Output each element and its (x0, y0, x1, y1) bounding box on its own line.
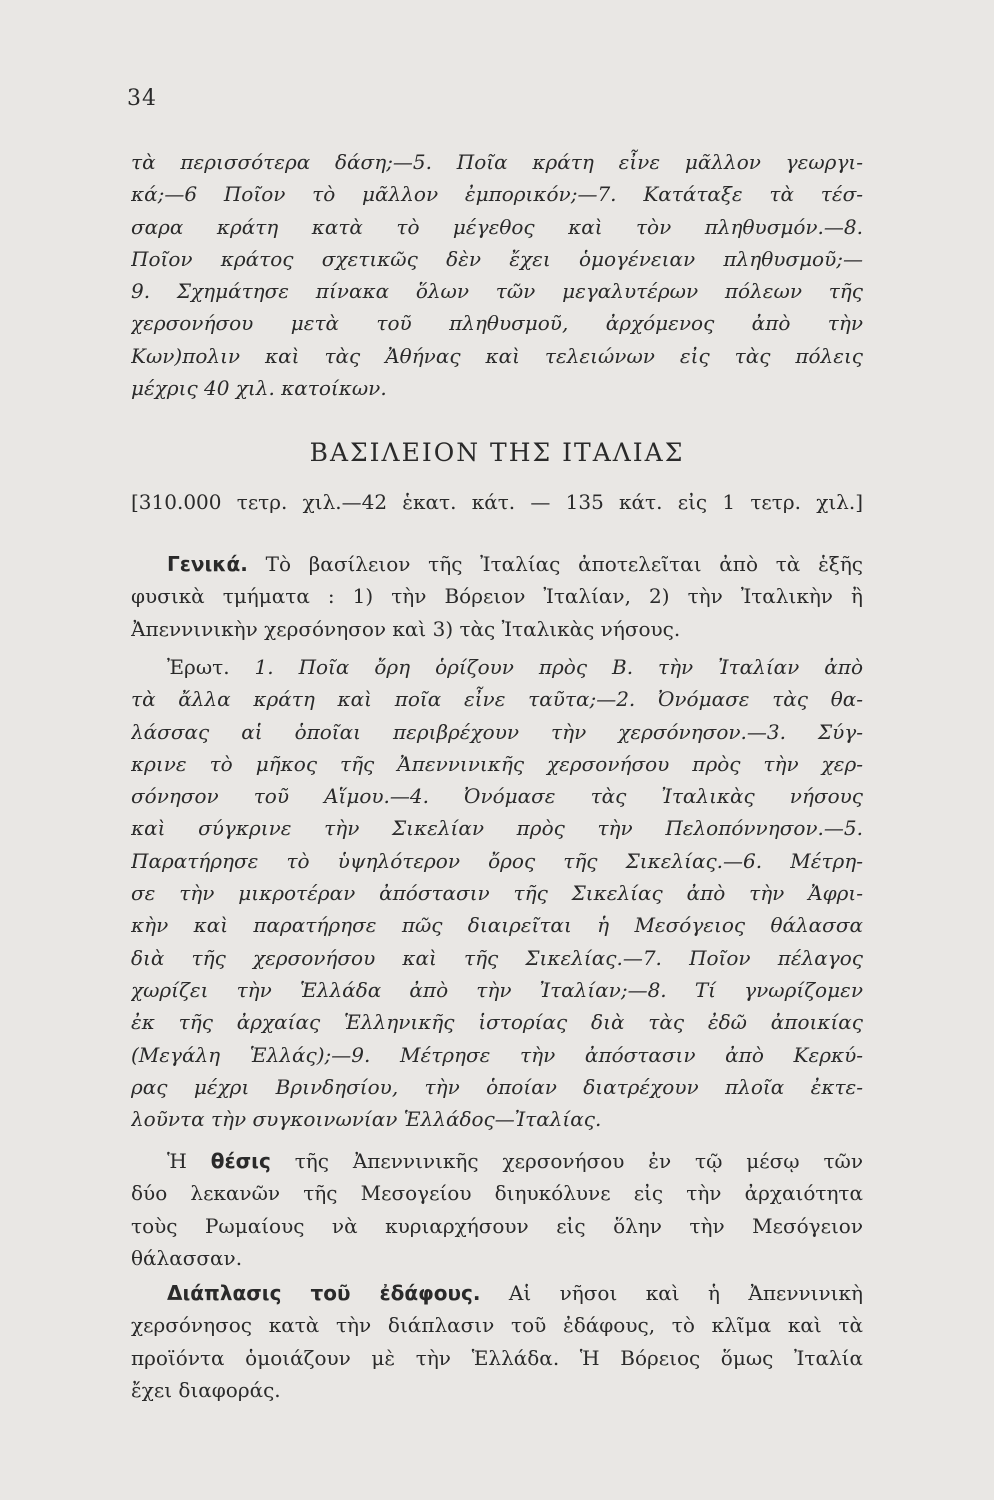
questions-line-text: 1. Ποῖα ὄρη ὁρίζουν πρὸς Β. τὴν Ἰταλίαν ἀπὸ (254, 655, 863, 679)
text-line: σε τὴν μικροτέραν ἀπόστασιν τῆς Σικελίας ἀπὸ τὴν Ἀφρι- (131, 881, 863, 906)
text-line: Ποῖον κράτος σχετικῶς δὲν ἔχει ὁμογένειαν πληθυσμοῦ;— (131, 246, 863, 271)
text-line: προϊόντα ὁμοιάζουν μὲ τὴν Ἑλλάδα. Ἡ Βόρειος ὅμως Ἰταλία (131, 1345, 863, 1370)
text-line (131, 651, 863, 683)
relief-paragraph (131, 1277, 863, 1406)
questions-paragraph (131, 651, 863, 1135)
text-line: κά;—6 Ποῖον τὸ μᾶλλον ἐμπορικόν;—7. Κατάταξε τὰ τέσ- (131, 182, 863, 207)
text-line: χωρίζει τὴν Ἑλλάδα ἀπὸ τὴν Ἰταλίαν;—8. Τί γνωρίζομεν (131, 977, 863, 1002)
text-line: χερσόνησος κατὰ τὴν διάπλασιν τοῦ ἐδάφους, τὸ κλῖμα καὶ τὰ (131, 1313, 863, 1338)
text-line: τὰ ἄλλα κράτη καὶ ποῖα εἶνε ταῦτα;—2. Ὀνόμασε τὰς θα- (131, 687, 863, 712)
text-line: σόνησον τοῦ Αἵμου.—4. Ὀνόμασε τὰς Ἰταλικὰς νήσους (131, 784, 863, 809)
text-line: Κων)πολιν καὶ τὰς Ἀθήνας καὶ τελειώνων εἰς τὰς πόλεις (131, 343, 863, 368)
position-paragraph (131, 1145, 863, 1274)
text-line (131, 1277, 863, 1309)
position-line-text: τῆς Ἀπεννινικῆς χερσονήσου ἐν τῷ μέσῳ τῶν (294, 1149, 863, 1173)
relief-line-text: Αἱ νῆσοι καὶ ἡ Ἀπεννινικὴ (508, 1281, 863, 1305)
text-line (131, 548, 863, 580)
text-line: τὰ περισσότερα δάση;—5. Ποῖα κράτη εἶνε μᾶλλον γεωργι- (131, 150, 863, 174)
section-heading: ΒΑΣΙΛΕΙΟΝ ΤΗΣ ΙΤΑΛΙΑΣ (309, 438, 685, 467)
text-line: μέχρις 40 χιλ. κατοίκων. (131, 376, 387, 401)
text-line: (Μεγάλη Ἑλλάς);—9. Μέτρησε τὴν ἀπόστασιν ἀπὸ Κερκύ- (131, 1042, 863, 1067)
text-line: ἔχει διαφοράς. (131, 1377, 281, 1402)
text-line: λοῦντα τὴν συγκοινωνίαν Ἑλλάδος—Ἰταλίας. (131, 1107, 602, 1132)
text-line: λάσσας αἱ ὁποῖαι περιβρέχουν τὴν χερσόνησον.—3. Σύγ- (131, 719, 863, 744)
general-line-text: Τὸ βασίλειον τῆς Ἰταλίας ἀποτελεῖται ἀπὸ τὰ ἑξῆς (265, 552, 863, 576)
relief-label: Διάπλασις τοῦ ἐδάφους. (167, 1281, 481, 1305)
text-line: Ἀπεννινικὴν χερσόνησον καὶ 3) τὰς Ἰταλικὰς νήσους. (131, 616, 681, 641)
text-line: 9. Σχημάτησε πίνακα ὅλων τῶν μεγαλυτέρων πόλεων τῆς (131, 279, 863, 304)
position-label: θέσις (210, 1149, 271, 1173)
text-line: ρας μέχρι Βρινδησίου, τὴν ὁποίαν διατρέχουν πλοῖα ἐκτε- (131, 1074, 863, 1099)
text-line: τοὺς Ρωμαίους νὰ κυριαρχήσουν εἰς ὅλην τὴν Μεσόγειον (131, 1213, 863, 1238)
text-line: διὰ τῆς χερσονήσου καὶ τῆς Σικελίας.—7. Ποῖον πέλαγος (131, 945, 863, 970)
text-line: Παρατήρησε τὸ ὑψηλότερον ὄρος τῆς Σικελίας.—6. Μέτρη- (131, 848, 863, 873)
general-paragraph (131, 548, 863, 645)
text-line: φυσικὰ τμήματα : 1) τὴν Βόρειον Ἰταλίαν, 2) τὴν Ἰταλικὴν ἢ (131, 584, 863, 609)
page-number: 34 (127, 86, 157, 111)
general-label: Γενικά. (167, 552, 248, 576)
text-line: δύο λεκανῶν τῆς Μεσογείου διηυκόλυνε εἰς τὴν ἀρχαιότητα (131, 1181, 863, 1206)
text-line: καὶ σύγκρινε τὴν Σικελίαν πρὸς τὴν Πελοπόννησον.—5. (131, 816, 863, 841)
text-line: κὴν καὶ παρατήρησε πῶς διαιρεῖται ἡ Μεσόγειος θάλασσα (131, 913, 863, 938)
text-line: σαρα κράτη κατὰ τὸ μέγεθος καὶ τὸν πληθυσμόν.—8. (131, 214, 863, 239)
text-line: ἐκ τῆς ἀρχαίας Ἑλληνικῆς ἱστορίας διὰ τὰς ἐδῶ ἀποικίας (131, 1010, 863, 1035)
stats-line: [310.000 τετρ. χιλ.—42 ἑκατ. κάτ. — 135 κάτ. εἰς 1 τετρ. χιλ.] (131, 490, 863, 514)
text-line: χερσονήσου μετὰ τοῦ πληθυσμοῦ, ἀρχόμενος ἀπὸ τὴν (131, 311, 863, 336)
position-pre: Ἡ (167, 1149, 187, 1173)
questions-continued (131, 146, 863, 404)
stats-block (131, 486, 863, 518)
text-line (131, 1145, 863, 1177)
questions-label: Ἐρωτ. (167, 655, 230, 679)
text-line: θάλασσαν. (131, 1245, 243, 1270)
text-line: κρινε τὸ μῆκος τῆς Ἀπεννινικῆς χερσονήσου πρὸς τὴν χερ- (131, 751, 863, 776)
